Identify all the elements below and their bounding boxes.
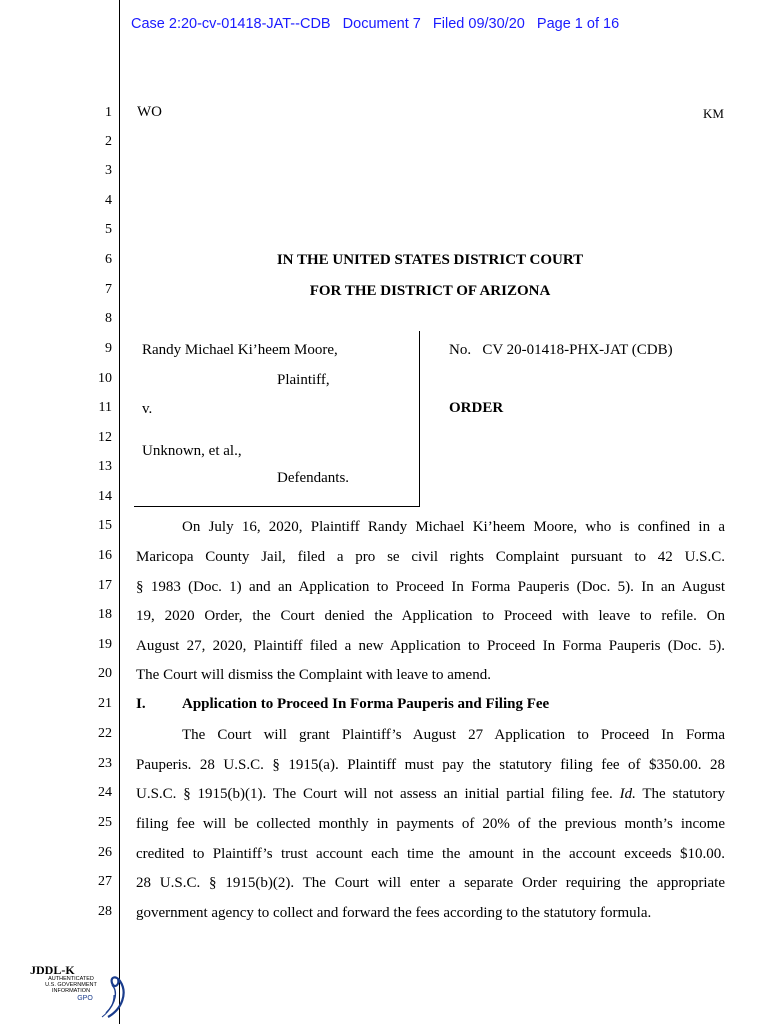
line-number: 13: [98, 459, 112, 474]
body-line: On July 16, 2020, Plaintiff Randy Michael Ki’heem Moore, who is confined in a: [182, 519, 725, 535]
defendant-name: Unknown, et al.,: [142, 443, 242, 459]
caption-divider-vertical: [419, 331, 420, 507]
line-number: 19: [98, 637, 112, 652]
line-number: 4: [105, 193, 112, 208]
section-heading: Application to Proceed In Forma Pauperis and Filing Fee: [182, 696, 550, 712]
defendant-role: Defendants.: [277, 470, 350, 486]
body-line: The Court will grant Plaintiff’s August 27 Application to Proceed In Forma: [182, 727, 725, 743]
line-number: 9: [105, 341, 112, 356]
line24-citation: Id.: [619, 786, 636, 802]
body-line: 28 U.S.C. § 1915(b)(2). The Court will enter a separate Order requiring the appropriate: [136, 875, 725, 891]
body-line: filing fee will be collected monthly in payments of 20% of the previous month’s income: [136, 816, 725, 832]
line-number: 28: [98, 904, 112, 919]
line-number: 8: [105, 311, 112, 326]
case-header-stamp: Case 2:20-cv-01418-JAT--CDB Document 7 Filed 09/30/20 Page 1 of 16: [131, 16, 620, 32]
top-left-code: WO: [137, 104, 162, 120]
line-number: 24: [98, 785, 112, 800]
court-title-line-2: FOR THE DISTRICT OF ARIZONA: [309, 283, 551, 299]
line-number: 10: [98, 371, 112, 386]
line-number: 11: [98, 400, 112, 415]
body-line: August 27, 2020, Plaintiff filed a new Application to Proceed In Forma Pauperis (Doc. 5).: [136, 638, 725, 654]
line-number: 25: [98, 815, 112, 830]
line-number: 3: [105, 163, 112, 178]
body-line: Maricopa County Jail, filed a pro se civil rights Complaint pursuant to 42 U.S.C.: [136, 549, 725, 565]
gpo-seal-text-line: U.S. GOVERNMENT: [45, 982, 97, 988]
left-margin-rule: [119, 0, 120, 1024]
plaintiff-name: Randy Michael Ki’heem Moore,: [142, 342, 338, 358]
line-number: 1: [105, 105, 112, 120]
line24-text-after: The statutory: [635, 786, 725, 802]
line-number: 26: [98, 845, 112, 860]
body-line: government agency to collect and forward the fees according to the statutory formula.: [136, 905, 652, 921]
body-line: 19, 2020 Order, the Court denied the Application to Proceed with leave to refile. On: [136, 608, 725, 624]
line-number: 14: [98, 489, 112, 504]
plaintiff-role: Plaintiff,: [277, 372, 330, 388]
body-line: The Court will dismiss the Complaint with leave to amend.: [136, 667, 491, 683]
line-number: 6: [105, 252, 112, 267]
body-line-24: [136, 784, 725, 804]
line-number: 20: [98, 666, 112, 681]
line-number: 27: [98, 874, 112, 889]
case-number: No. CV 20-01418-PHX-JAT (CDB): [449, 342, 673, 358]
document-title: ORDER: [449, 400, 504, 416]
line-number: 21: [98, 696, 112, 711]
line-number: 23: [98, 756, 112, 771]
line-number: 5: [105, 222, 112, 237]
line24-text-before: U.S.C. § 1915(b)(1). The Court will not assess an initial partial filing fee.: [136, 786, 620, 802]
gpo-seal-text-line: GPO: [77, 995, 93, 1002]
court-title-line-1: IN THE UNITED STATES DISTRICT COURT: [276, 252, 584, 268]
body-line: Pauperis. 28 U.S.C. § 1915(a). Plaintiff must pay the statutory filing fee of $350.00. 28: [136, 757, 725, 773]
caption-divider-horizontal: [134, 506, 420, 507]
versus: v.: [142, 401, 153, 417]
line-number: 7: [105, 282, 112, 297]
line-number: 2: [105, 134, 112, 149]
line-number: 15: [98, 518, 112, 533]
jddl-code: JDDL-K: [30, 963, 75, 977]
line-number: 12: [98, 430, 112, 445]
top-right-code: KM: [703, 106, 724, 121]
section-number: I.: [136, 696, 146, 712]
line-number: 18: [98, 607, 112, 622]
line-number: 16: [98, 548, 112, 563]
body-line: credited to Plaintiff’s trust account each time the amount in the account exceeds $10.00.: [136, 846, 725, 862]
gpo-seal-text-line: INFORMATION: [51, 988, 91, 994]
gpo-seal-text-line: AUTHENTICATED: [48, 976, 94, 982]
body-line: § 1983 (Doc. 1) and an Application to Proceed In Forma Pauperis (Doc. 5). In an August: [136, 579, 725, 595]
line-number: 22: [98, 726, 112, 741]
line-number: 17: [98, 578, 112, 593]
